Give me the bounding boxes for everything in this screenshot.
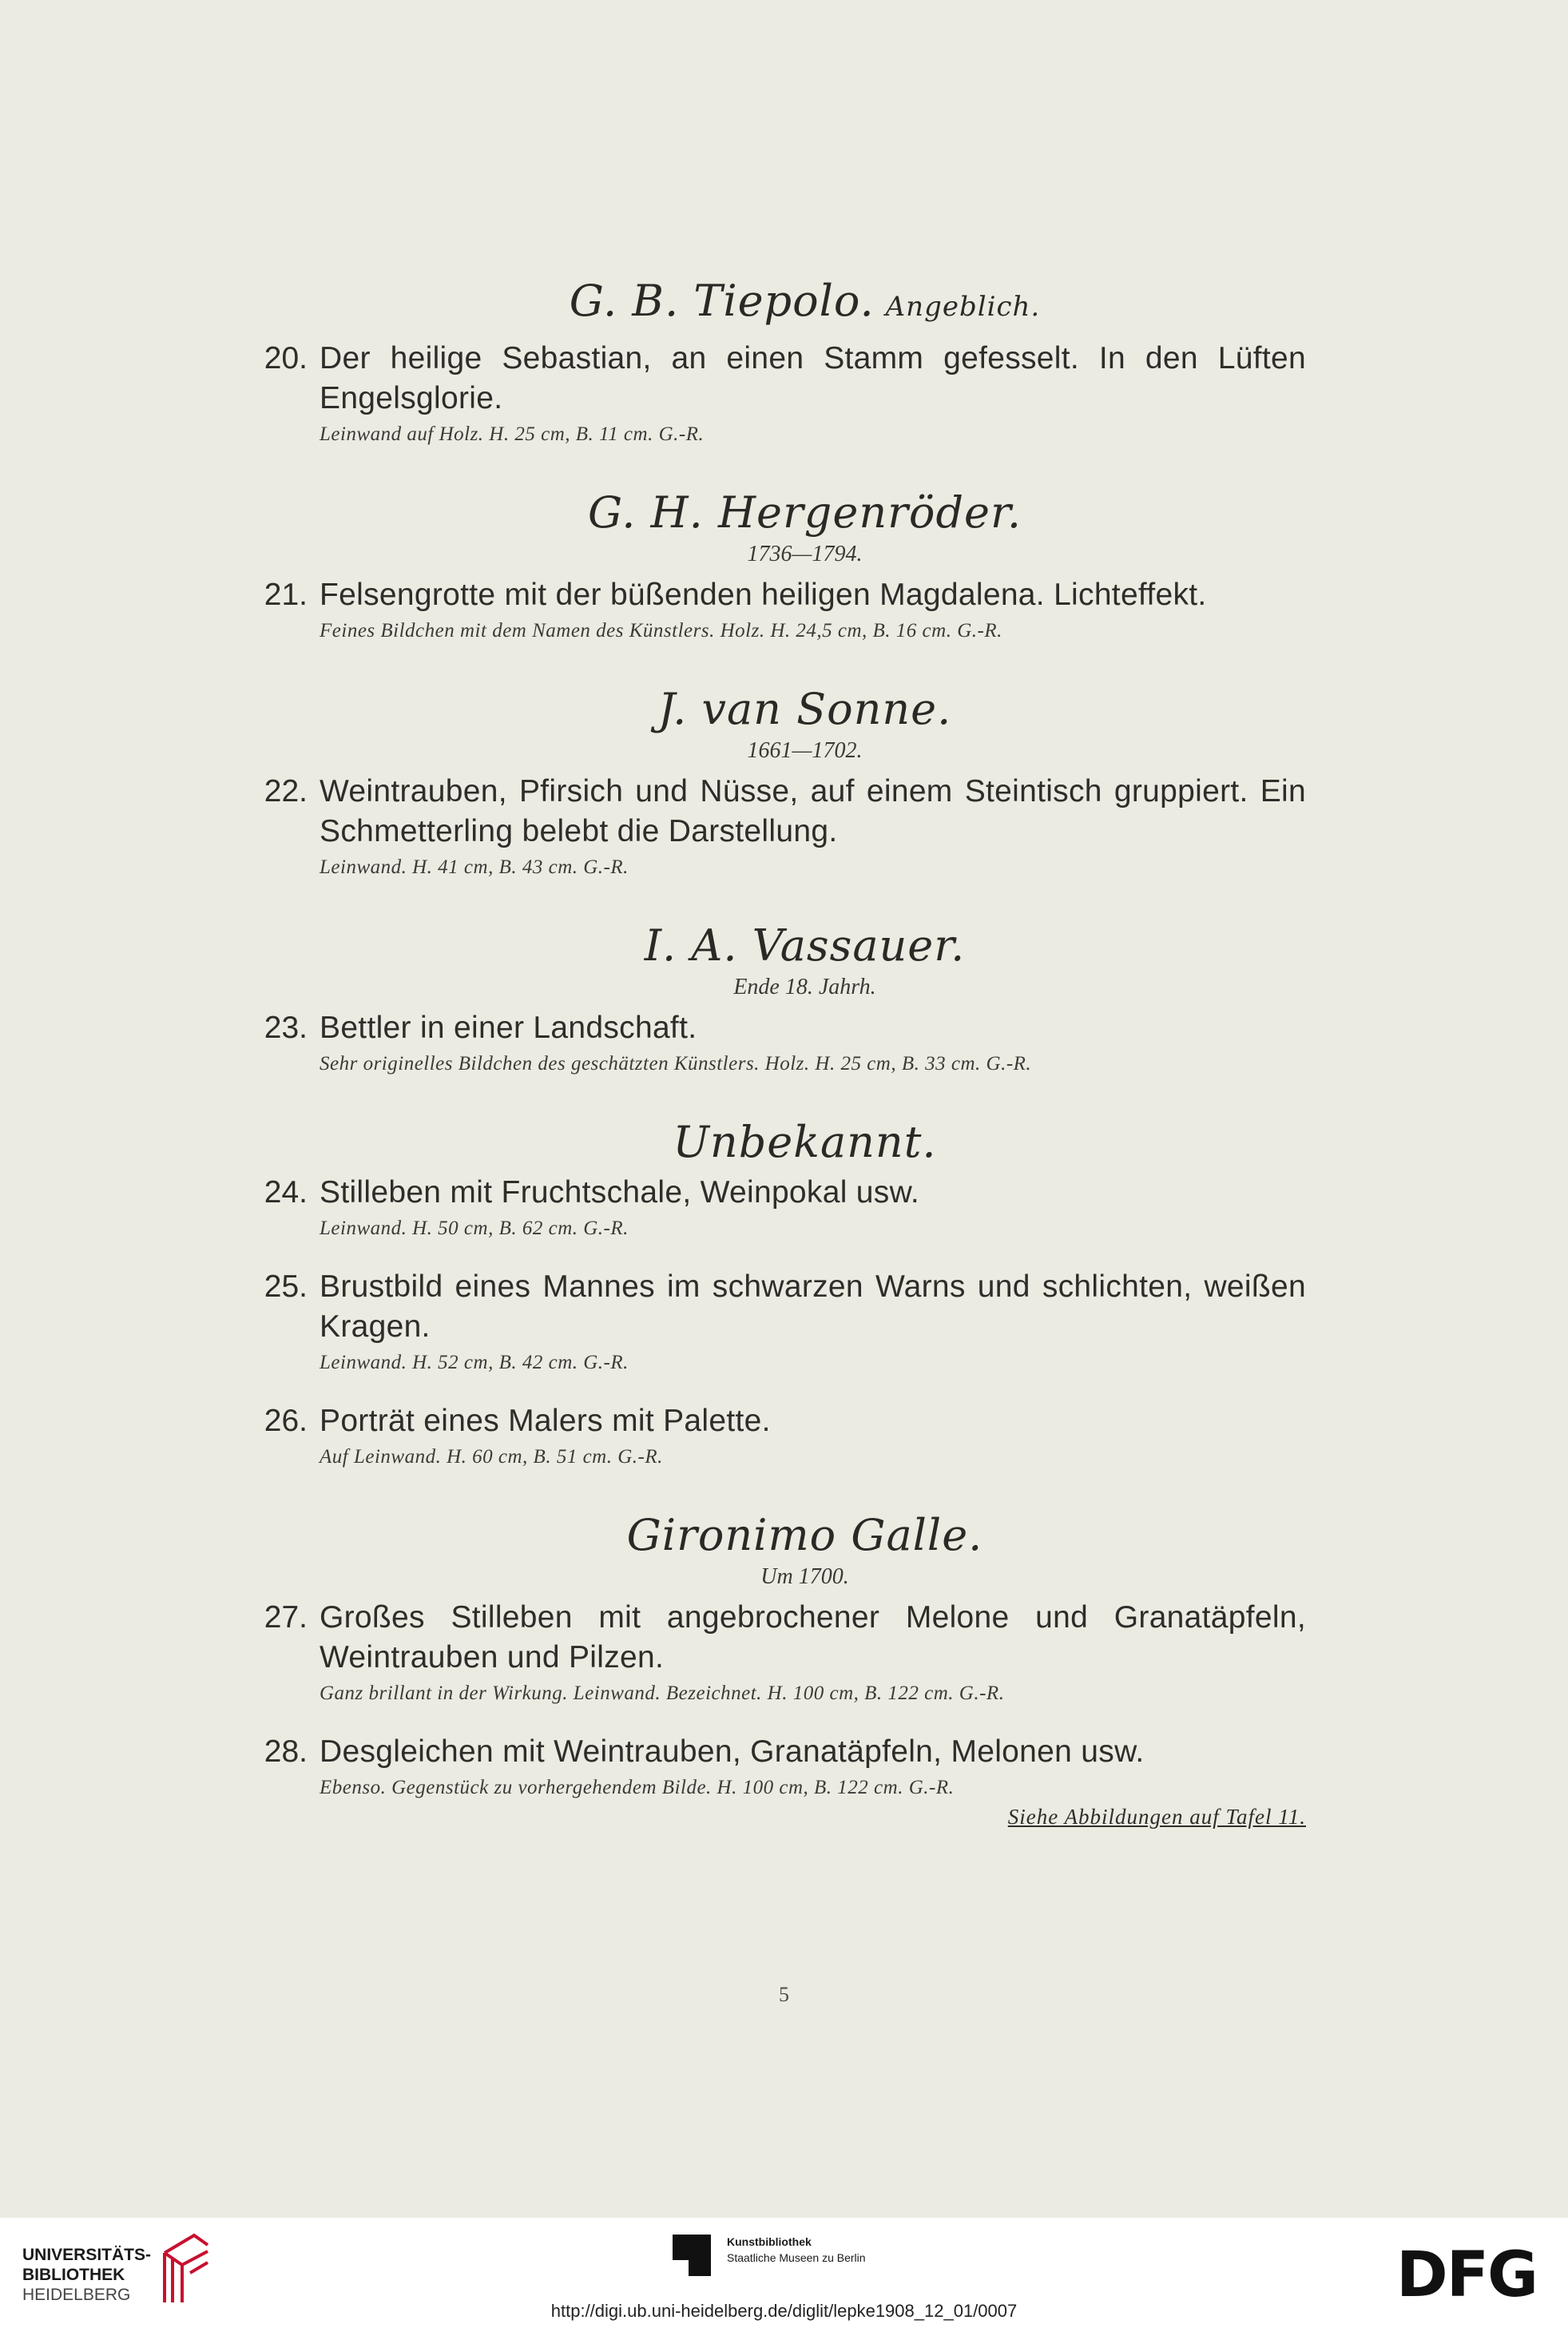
ub-heidelberg-text[interactable] xyxy=(22,2245,151,2305)
artist-section xyxy=(264,920,1306,1079)
entry-details: Leinwand. H. 50 cm, B. 62 cm. G.-R. xyxy=(320,1218,629,1239)
kunstbibliothek-logo-icon[interactable] xyxy=(669,2231,714,2279)
entry-title: Brustbild eines Mannes im schwarzen Warns und schlichten, weißen Kragen. xyxy=(320,1269,1306,1344)
entry-number: 26. xyxy=(264,1404,308,1438)
ub-heidelberg-logo-icon[interactable] xyxy=(158,2229,214,2309)
catalog-entry xyxy=(264,1401,1306,1472)
ub-line: BIBLIOTHEK xyxy=(22,2266,125,2284)
entry-title: Weintrauben, Pfirsich und Nüsse, auf einem Steintisch gruppiert. Ein Schmetterling belebt die Darstellung. xyxy=(320,774,1306,848)
artist-section xyxy=(264,1117,1306,1472)
entry-title: Bettler in einer Landschaft. xyxy=(320,1011,697,1045)
catalog-entry xyxy=(264,1008,1306,1079)
artist-name: G. B. Tiepolo. xyxy=(569,276,875,326)
page-number: 5 xyxy=(779,1983,789,2006)
permalink-url[interactable]: http://digi.ub.uni-heidelberg.de/diglit/lepke1908_12_01/0007 xyxy=(550,2301,1018,2321)
catalog-entry xyxy=(264,1173,1306,1243)
artist-heading xyxy=(304,1510,1306,1561)
entry-title: Felsengrotte mit der büßenden heiligen Magdalena. Lichteffekt. xyxy=(320,578,1207,612)
artist-heading xyxy=(304,276,1306,332)
entry-number: 25. xyxy=(264,1269,308,1304)
entry-number: 23. xyxy=(264,1011,308,1045)
catalog-entry xyxy=(264,1732,1306,1802)
entry-number: 20. xyxy=(264,341,308,375)
artist-dates: Ende 18. Jahrh. xyxy=(733,975,876,999)
artist-section xyxy=(264,1510,1306,1831)
kb-line: Staatliche Museen zu Berlin xyxy=(727,2251,866,2264)
dfg-logo[interactable]: DFG xyxy=(1396,2239,1538,2311)
entry-title: Der heilige Sebastian, an einen Stamm gefesselt. In den Lüften Engelsglorie. xyxy=(320,341,1306,415)
artist-name: Unbekannt. xyxy=(673,1117,937,1167)
catalog-entry xyxy=(264,575,1306,646)
entry-number: 24. xyxy=(264,1175,308,1210)
artist-heading xyxy=(304,1117,1306,1168)
artist-section xyxy=(264,684,1306,882)
entry-title: Desgleichen mit Weintrauben, Granatäpfeln, Melonen usw. xyxy=(320,1734,1145,1769)
artist-attribution: Angeblich. xyxy=(885,291,1041,323)
entry-details: Feines Bildchen mit dem Namen des Künstlers. Holz. H. 24,5 cm, B. 16 cm. G.-R. xyxy=(320,620,1002,642)
entry-title: Porträt eines Malers mit Palette. xyxy=(320,1404,771,1438)
entry-number: 21. xyxy=(264,578,308,612)
entry-number: 28. xyxy=(264,1734,308,1769)
artist-section xyxy=(264,276,1306,449)
artist-dates: Um 1700. xyxy=(760,1564,849,1589)
entry-number: 27. xyxy=(264,1600,308,1635)
artist-heading xyxy=(304,487,1306,538)
entry-details: Ebenso. Gegenstück zu vorhergehendem Bilde. H. 100 cm, B. 122 cm. G.-R. xyxy=(320,1777,955,1798)
entry-details: Leinwand. H. 52 cm, B. 42 cm. G.-R. xyxy=(320,1352,629,1373)
artist-dates: 1661—1702. xyxy=(747,738,863,763)
catalog-content xyxy=(264,276,1306,1831)
entry-title: Großes Stilleben mit angebrochener Melone und Granatäpfeln, Weintrauben und Pilzen. xyxy=(320,1600,1306,1674)
artist-section xyxy=(264,487,1306,646)
kb-line: Kunstbibliothek xyxy=(727,2235,812,2248)
entry-details: Leinwand. H. 41 cm, B. 43 cm. G.-R. xyxy=(320,856,629,878)
entry-number: 22. xyxy=(264,774,308,808)
ub-line: UNIVERSITÄTS- xyxy=(22,2246,152,2264)
ub-line: HEIDELBERG xyxy=(22,2286,131,2304)
see-also-note: Siehe Abbildungen auf Tafel 11. xyxy=(1007,1805,1306,1829)
artist-name: I. A. Vassauer. xyxy=(644,920,966,971)
artist-heading xyxy=(304,920,1306,971)
entry-details: Ganz brillant in der Wirkung. Leinwand. Bezeichnet. H. 100 cm, B. 122 cm. G.-R. xyxy=(320,1682,1005,1704)
artist-heading xyxy=(304,684,1306,735)
catalog-entry xyxy=(264,1598,1306,1708)
catalog-entry xyxy=(264,339,1306,449)
entry-details: Leinwand auf Holz. H. 25 cm, B. 11 cm. G.-R. xyxy=(320,423,705,445)
artist-name: G. H. Hergenröder. xyxy=(587,487,1022,538)
artist-name: J. van Sonne. xyxy=(657,684,952,734)
catalog-entry xyxy=(264,1267,1306,1377)
artist-name: Gironimo Galle. xyxy=(626,1510,983,1560)
kunstbibliothek-text[interactable] xyxy=(727,2234,866,2266)
entry-details: Auf Leinwand. H. 60 cm, B. 51 cm. G.-R. xyxy=(320,1446,663,1468)
entry-details: Sehr originelles Bildchen des geschätzten Künstlers. Holz. H. 25 cm, B. 33 cm. G.-R. xyxy=(320,1053,1032,1075)
catalog-entry xyxy=(264,772,1306,882)
entry-title: Stilleben mit Fruchtschale, Weinpokal usw. xyxy=(320,1175,920,1210)
artist-dates: 1736—1794. xyxy=(747,542,863,566)
